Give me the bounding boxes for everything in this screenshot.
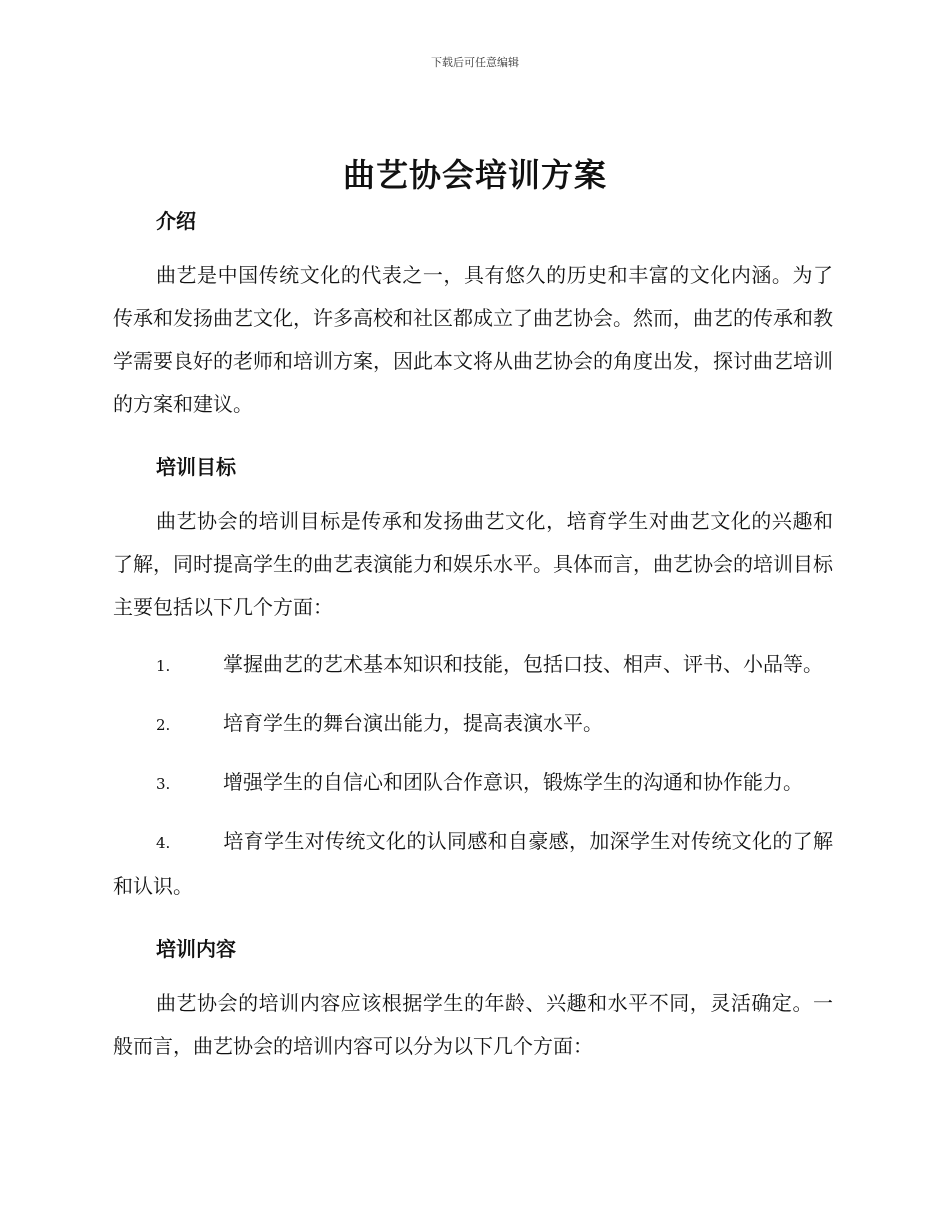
list-text: 培育学生对传统文化的认同感和自豪感，加深学生对传统文化的了解和认识。 [113, 829, 833, 898]
header-note: 下载后可任意编辑 [431, 56, 519, 69]
list-text: 掌握曲艺的艺术基本知识和技能，包括口技、相声、评书、小品等。 [223, 652, 823, 676]
list-item [113, 643, 833, 688]
intro-paragraph: 曲艺是中国传统文化的代表之一，具有悠久的历史和丰富的文化内涵。为了传承和发扬曲艺文化，许多高校和社区都成立了曲艺协会。然而，曲艺的传承和教学需要良好的老师和培训方案，因此本文将从曲艺协会的角度出发，探讨曲艺培训的方案和建议。 [113, 263, 833, 416]
section-heading-intro: 介绍 [156, 209, 196, 233]
document-body [113, 200, 833, 1068]
list-number: 1. [156, 657, 171, 675]
list-number: 3. [156, 775, 171, 793]
content-paragraph: 曲艺协会的培训内容应该根据学生的年龄、兴趣和水平不同，灵活确定。一般而言，曲艺协会的培训内容可以分为以下几个方面： [113, 991, 833, 1058]
goals-paragraph: 曲艺协会的培训目标是传承和发扬曲艺文化，培育学生对曲艺文化的兴趣和了解，同时提高学生的曲艺表演能力和娱乐水平。具体而言，曲艺协会的培训目标主要包括以下几个方面： [113, 509, 833, 619]
list-text: 增强学生的自信心和团队合作意识，锻炼学生的沟通和协作能力。 [223, 770, 803, 794]
list-item [113, 702, 833, 747]
section-heading-content: 培训内容 [156, 937, 236, 961]
document-title: 曲艺协会培训方案 [342, 156, 607, 194]
list-number: 2. [156, 716, 171, 734]
list-item [113, 761, 833, 806]
list-text: 培育学生的舞台演出能力，提高表演水平。 [223, 711, 603, 735]
list-number: 4. [156, 834, 171, 852]
list-item [113, 820, 833, 908]
section-heading-goals: 培训目标 [156, 455, 236, 479]
